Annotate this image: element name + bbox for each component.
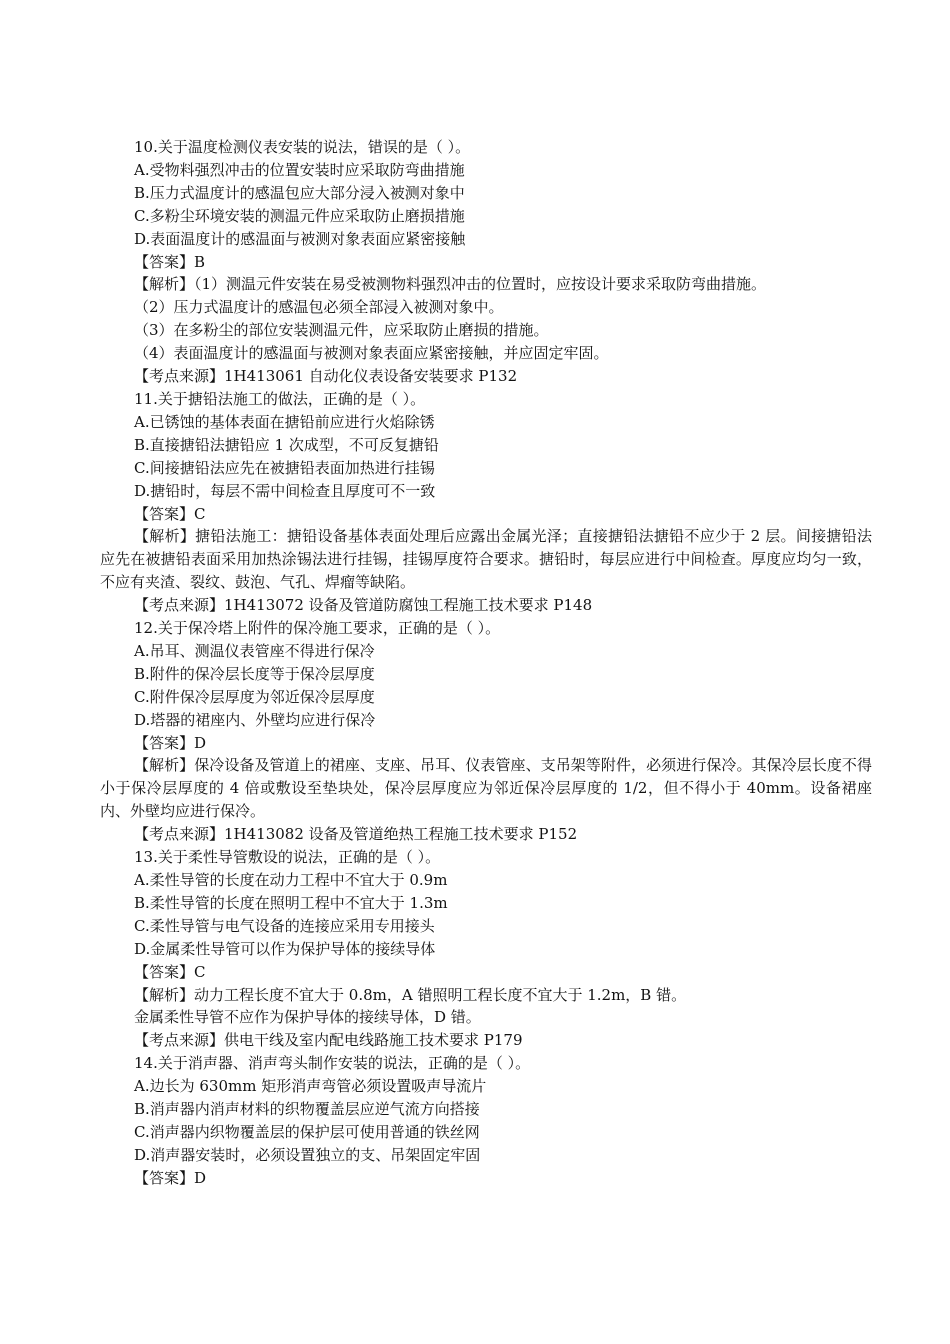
document-body: [100, 136, 872, 1190]
source: 【考点来源】1H413061 自动化仪表设备安装要求 P132: [134, 367, 518, 386]
answer: 【答案】D: [134, 733, 207, 752]
option: A.边长为 630mm 矩形消声弯管必须设置吸声导流片: [134, 1077, 487, 1096]
option: A.吊耳、测温仪表管座不得进行保冷: [134, 641, 375, 660]
analysis-paragraph: 【解析】搪铅法施工：搪铅设备基体表面处理后应露出金属光泽；直接搪铅法搪铅不应少于 2 层。间接搪铅法应先在被搪铅表面采用加热涂锡法进行挂锡，挂锡厚度符合要求。搪铅时，每层应进行中间检查。厚度应均匀一致，不应有夹渣、裂纹、鼓泡、气孔、焊瘤等缺陷。: [100, 527, 872, 592]
answer: 【答案】D: [134, 1168, 207, 1187]
option: D.搪铅时，每层不需中间检查且厚度可不一致: [134, 481, 436, 500]
question-stem: 13.关于柔性导管敷设的说法，正确的是（ ）。: [134, 848, 441, 867]
analysis-line: （2）压力式温度计的感温包必须全部浸入被测对象中。: [134, 298, 504, 317]
analysis-line: 【解析】（1）测温元件安装在易受被测物料强烈冲击的位置时，应按设计要求采取防弯曲措施。: [134, 275, 767, 294]
option: D.表面温度计的感温面与被测对象表面应紧密接触: [134, 229, 466, 248]
analysis-line: 金属柔性导管不应作为保护导体的接续导体，D 错。: [134, 1008, 481, 1027]
option: A.受物料强烈冲击的位置安装时应采取防弯曲措施: [134, 160, 465, 179]
question-stem: 14.关于消声器、消声弯头制作安装的说法，正确的是（ ）。: [134, 1054, 531, 1073]
option: C.间接搪铅法应先在被搪铅表面加热进行挂锡: [134, 458, 435, 477]
option: C.消声器内织物覆盖层的保护层可使用普通的铁丝网: [134, 1122, 480, 1141]
analysis-line: （4）表面温度计的感温面与被测对象表面应紧密接触，并应固定牢固。: [134, 344, 609, 363]
option: B.直接搪铅法搪铅应 1 次成型，不可反复搪铅: [134, 435, 439, 454]
option: D.金属柔性导管可以作为保护导体的接续导体: [134, 939, 436, 958]
option: C.多粉尘环境安装的测温元件应采取防止磨损措施: [134, 206, 465, 225]
source: 【考点来源】1H413072 设备及管道防腐蚀工程施工技术要求 P148: [134, 596, 593, 615]
source: 【考点来源】1H413082 设备及管道绝热工程施工技术要求 P152: [134, 825, 578, 844]
option: C.附件保冷层厚度为邻近保冷层厚度: [134, 687, 375, 706]
answer: 【答案】B: [134, 252, 206, 271]
source: 【考点来源】供电干线及室内配电线路施工技术要求 P179: [134, 1031, 523, 1050]
option: B.压力式温度计的感温包应大部分浸入被测对象中: [134, 183, 465, 202]
option: A.柔性导管的长度在动力工程中不宜大于 0.9m: [134, 871, 448, 889]
answer: 【答案】C: [134, 962, 206, 981]
question-stem: 10.关于温度检测仪表安装的说法，错误的是（ ）。: [134, 138, 471, 156]
option: B.消声器内消声材料的织物覆盖层应逆气流方向搭接: [134, 1100, 480, 1119]
option: D.消声器安装时，必须设置独立的支、吊架固定牢固: [134, 1145, 481, 1164]
question-stem: 12.关于保冷塔上附件的保冷施工要求，正确的是（ ）。: [134, 619, 501, 638]
option: A.已锈蚀的基体表面在搪铅前应进行火焰除锈: [134, 412, 435, 431]
question-stem: 11.关于搪铅法施工的做法，正确的是（ ）。: [134, 389, 426, 408]
analysis-paragraph: 【解析】保冷设备及管道上的裙座、支座、吊耳、仪表管座、支吊架等附件，必须进行保冷。其保冷层长度不得小于保冷层厚度的 4 倍或敷设至垫块处，保冷层厚度应为邻近保冷层厚度的 1/2，但不得小于 40mm。设备裙座内、外壁均应进行保冷。: [100, 756, 872, 821]
analysis-line: （3）在多粉尘的部位安装测温元件，应采取防止磨损的措施。: [134, 321, 549, 340]
option: C.柔性导管与电气设备的连接应采用专用接头: [134, 916, 435, 935]
analysis-line: 【解析】动力工程长度不宜大于 0.8m，A 错照明工程长度不宜大于 1.2m，B 错。: [134, 985, 687, 1004]
option: B.附件的保冷层长度等于保冷层厚度: [134, 664, 375, 683]
option: D.塔器的裙座内、外壁均应进行保冷: [134, 710, 376, 729]
option: B.柔性导管的长度在照明工程中不宜大于 1.3m: [134, 893, 448, 912]
answer: 【答案】C: [134, 504, 206, 523]
